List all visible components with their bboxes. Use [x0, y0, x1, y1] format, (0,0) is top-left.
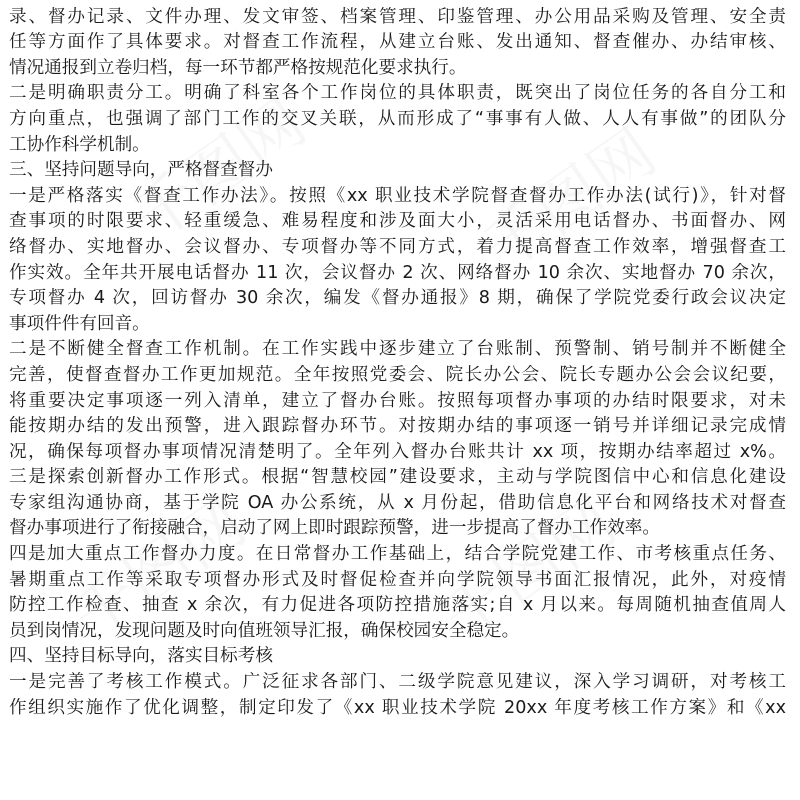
text-line: 员到岗情况，发现问题及时向值班领导汇报，确保校园安全稳定。 [9, 620, 520, 641]
text-line: 四是加大重点工作督办力度。在日常督办工作基础上，结合学院党建工作、市考核重点任务、 [9, 544, 786, 565]
text-line: 二是不断健全督查工作机制。在工作实践中逐步建立了台账制、预警制、销号制并不断健全 [9, 339, 786, 360]
text-line: 况，确保每项督办事项情况清楚明了。全年列入督办台账共计 xx 项，按期办结率超过 x%。 [9, 441, 786, 462]
text-line: 事项件件有回音。 [9, 313, 150, 334]
text-line: 一是严格落实《督查工作办法》。按照《xx 职业技术学院督查督办工作办法(试行)》，针对督 [9, 185, 786, 206]
text-line: 作组织实施作了优化调整，制定印发了《xx 职业技术学院 20xx 年度考核工作方案》和《xx [9, 697, 786, 718]
text-line: 一是完善了考核工作模式。广泛征求各部门、二级学院意见建议，深入学习调研，对考核工 [9, 672, 786, 693]
text-line: 专家组沟通协商，基于学院 OA 办公系统，从 x 月份起，借助信息化平台和网络技术对督查 [9, 492, 786, 513]
text-line [0, 0, 786, 5]
text-line: 录、督办记录、文件办理、发文审签、档案管理、印鉴管理、办公用品采购及管理、安全责 [9, 6, 786, 27]
text-line: 三是探索创新督办工作形式。根据“智慧校园”建设要求，主动与学院图信中心和信息化建设 [9, 467, 786, 488]
text-line: 将重要决定事项逐一列入清单，建立了督办台账。按照每项督办事项的办结时限要求，对未 [9, 390, 786, 411]
text-line: 暑期重点工作等采取专项督办形式及时督促检查并向学院领导书面汇报情况，此外，对疫情 [9, 569, 786, 590]
text-line: 络督办、实地督办、会议督办、专项督办等不同方式，着力提高督查工作效率，增强督查工 [9, 236, 786, 257]
text-line: 专项督办 4 次，回访督办 30 余次，编发《督办通报》8 期，确保了学院党委行政会议决定 [9, 288, 786, 309]
text-line: 督办事项进行了衔接融合，启动了网上即时跟踪预警，进一步提高了督办工作效率。 [9, 518, 660, 539]
text-line: 方向重点，也强调了部门工作的交叉关联，从而形成了“事事有人做、人人有事做”的团队分 [9, 108, 786, 129]
text-line: 四、坚持目标导向，落实目标考核 [9, 646, 273, 667]
text-line: 三、坚持问题导向，严格督查督办 [9, 160, 273, 181]
text-line: 作实效。全年共开展电话督办 11 次，会议督办 2 次、网络督办 10 余次、实地督办 70 余次， [9, 262, 786, 283]
text-line: 情况通报到立卷归档，每一环节都严格按规范化要求执行。 [9, 57, 467, 78]
text-line: 完善，使督查督办工作更加规范。全年按照党委会、院长办公会、院长专题办公会会议纪要， [9, 364, 786, 385]
text-line: 能按期办结的发出预警，进入跟踪督办环节。对按期办结的事项逐一销号并详细记录完成情 [9, 416, 786, 437]
text-line: 二是明确职责分工。明确了科室各个工作岗位的具体职责，既突出了岗位任务的各自分工和 [9, 83, 786, 104]
text-line: 防控工作检查、抽查 x 余次，有力促进各项防控措施落实;自 x 月以来。每周随机抽查值周人 [9, 595, 786, 616]
text-line: 查事项的时限要求、轻重缓急、难易程度和涉及面大小，灵活采用电话督办、书面督办、网 [9, 211, 786, 232]
text-line: 任等方面作了具体要求。对督查工作流程，从建立台账、发出通知、督查催办、办结审核、 [9, 32, 786, 53]
text-line: 工协作科学机制。 [9, 134, 150, 155]
